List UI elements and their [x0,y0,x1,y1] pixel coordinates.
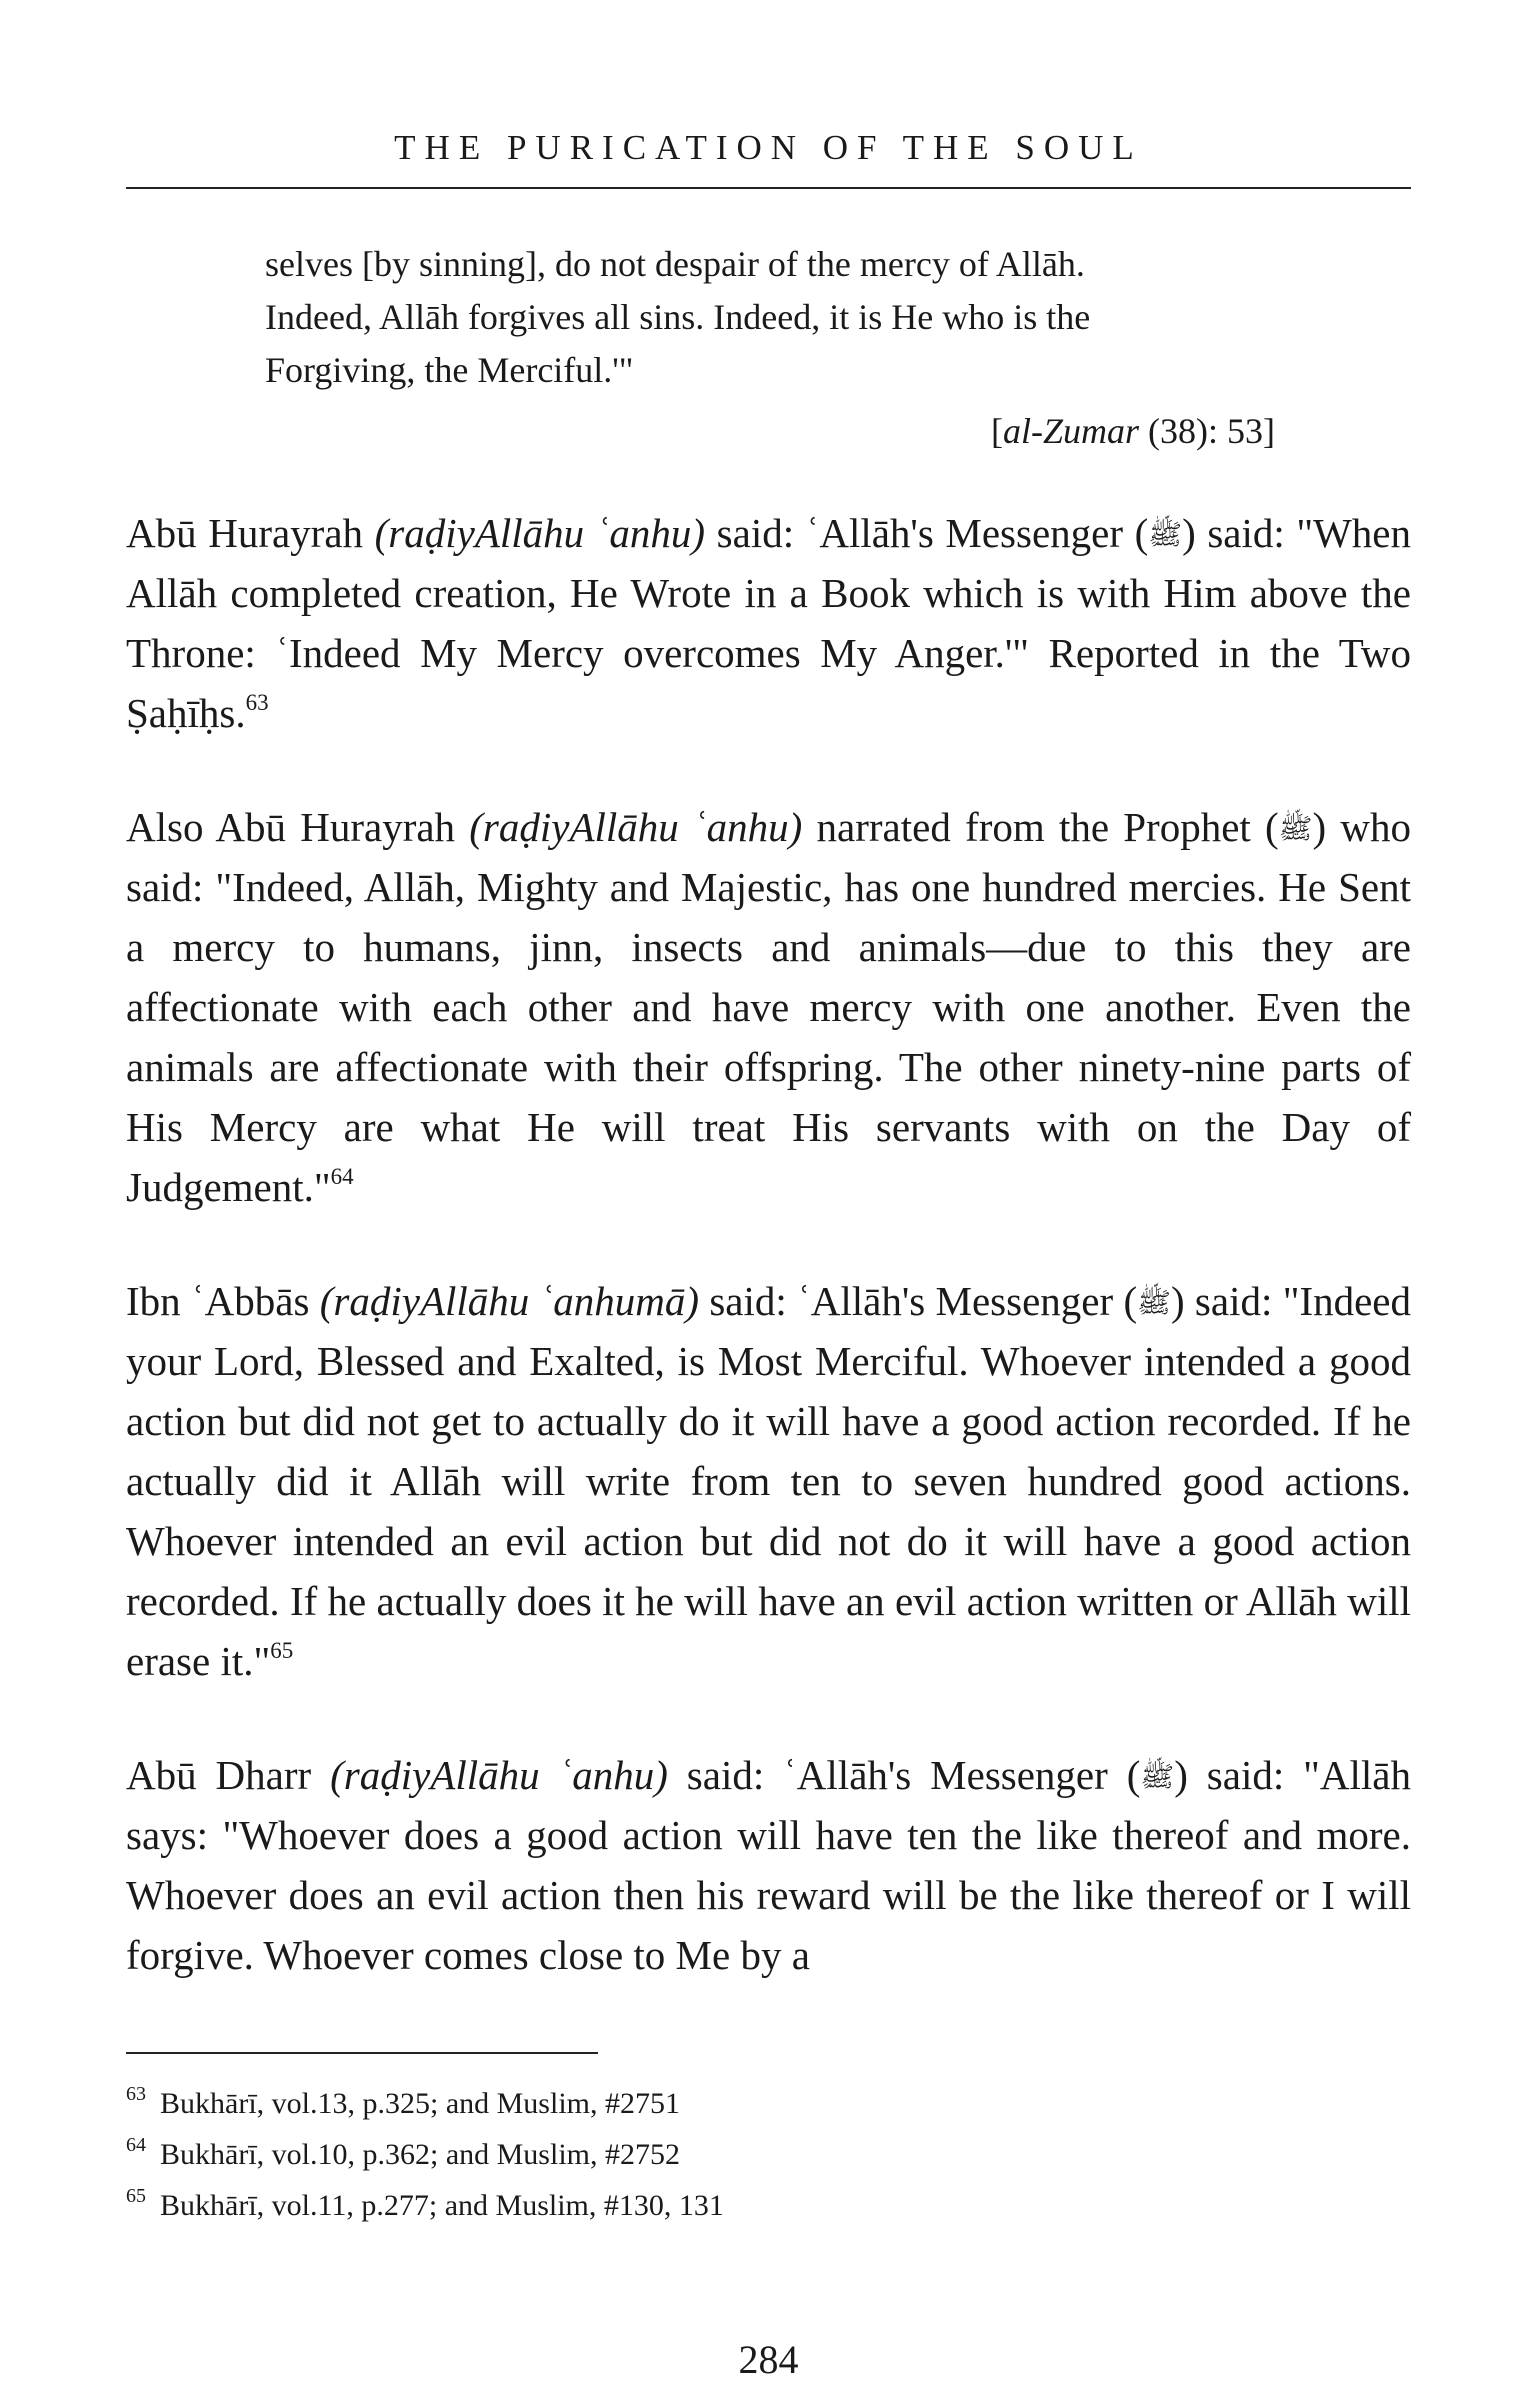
hadith-paragraph-2 [126,797,1411,1217]
narrator: Ibn ʿAbbās [126,1278,320,1324]
honorific: (raḍiyAllāhu ʿanhumā) [319,1278,700,1324]
salutation-glyph: ﷺ [1148,520,1183,551]
hadith-paragraph-3 [126,1271,1411,1691]
paragraph-intro: narrated from the Prophet ( [802,804,1279,850]
paragraph-intro: said: ʿAllāh's Messenger ( [705,510,1149,556]
honorific: (raḍiyAllāhu ʿanhu) [374,510,706,556]
quote-citation: [al-Zumar (38): 53] [991,411,1275,451]
footnote-ref-65: 65 [270,1638,294,1663]
paragraph-text: ) who said: "Indeed, Allāh, Mighty and Majestic, has one hundred mercies. He Sent a mercy to humans, jinn, insects and animals—due to this they are affectionate with each other and have mercy with one another. Even the animals are affectionate with their offspring. The other ninety-nine parts of His Mercy are what He will treat His servants with on the Day of Judgement." [126,804,1411,1210]
quote-line-2: Indeed, Allāh forgives all sins. Indeed, it is He who is the [265,297,1091,337]
footnote-ref-63: 63 [245,690,269,715]
footnote-text: Bukhārī, vol.10, p.362; and Muslim, #2752 [160,2138,680,2171]
paragraph-intro: said: ʿAllāh's Messenger ( [667,1752,1141,1798]
quran-quote [265,238,1275,397]
honorific: (raḍiyAllāhu ʿanhu) [330,1752,668,1798]
paragraph-text: ) said: "When Allāh completed creation, He Wrote in a Book which is with Him above the Throne: ʿIndeed My Mercy overcomes My Anger.'" Reported in the Two Ṣaḥīḥs. [126,510,1411,736]
header-rule [126,187,1411,189]
footnotes [126,2078,1026,2231]
honorific: (raḍiyAllāhu ʿanhu) [469,804,803,850]
paragraph-intro: said: ʿAllāh's Messenger ( [699,1278,1138,1324]
page-number: 284 [738,2337,799,2382]
footnote-text: Bukhārī, vol.11, p.277; and Muslim, #130, 131 [160,2189,724,2222]
footnote-item [126,2078,1026,2129]
narrator: Abū Hurayrah [126,510,375,556]
salutation-glyph: ﷺ [1140,1762,1175,1793]
footnote-number: 63 [126,2083,146,2105]
quote-line-1: selves [by sinning], do not despair of the mercy of Allāh. [265,244,1085,284]
paragraph-text: ) said: "Allāh says: "Whoever does a good action will have ten the like thereof and more. Whoever does an evil action then his reward will be the like thereof or I will forgive. Whoever comes close to Me by a [126,1752,1411,1978]
salutation-glyph: ﷺ [1278,814,1313,845]
narrator: Abū Dharr [126,1752,331,1798]
footnote-number: 65 [126,2185,146,2207]
footnote-item [126,2180,1026,2231]
paragraph-text: ) said: "Indeed your Lord, Blessed and Exalted, is Most Merciful. Whoever intended a good action but did not get to actually do it will have a good action recorded. If he actually did it Allāh will write from ten to seven hundred good actions. Whoever intended an evil action but did not do it will have a good action recorded. If he actually does it he will have an evil action written or Allāh will erase it." [126,1278,1411,1684]
narrator: Also Abū Hurayrah [126,804,470,850]
footnote-number: 64 [126,2134,146,2156]
salutation-glyph: ﷺ [1137,1288,1171,1319]
hadith-paragraph-4 [126,1745,1411,1985]
footnote-item [126,2129,1026,2180]
running-header: THE PURICATION OF THE SOUL [394,128,1143,167]
footnote-rule [126,2052,598,2054]
footnote-text: Bukhārī, vol.13, p.325; and Muslim, #2751 [160,2087,680,2120]
quote-line-3: Forgiving, the Merciful.'" [265,350,634,390]
footnote-ref-64: 64 [330,1164,354,1189]
hadith-paragraph-1 [126,503,1411,743]
citation-surah: al-Zumar [1003,411,1140,451]
citation-ref: (38): 53] [1139,411,1275,451]
